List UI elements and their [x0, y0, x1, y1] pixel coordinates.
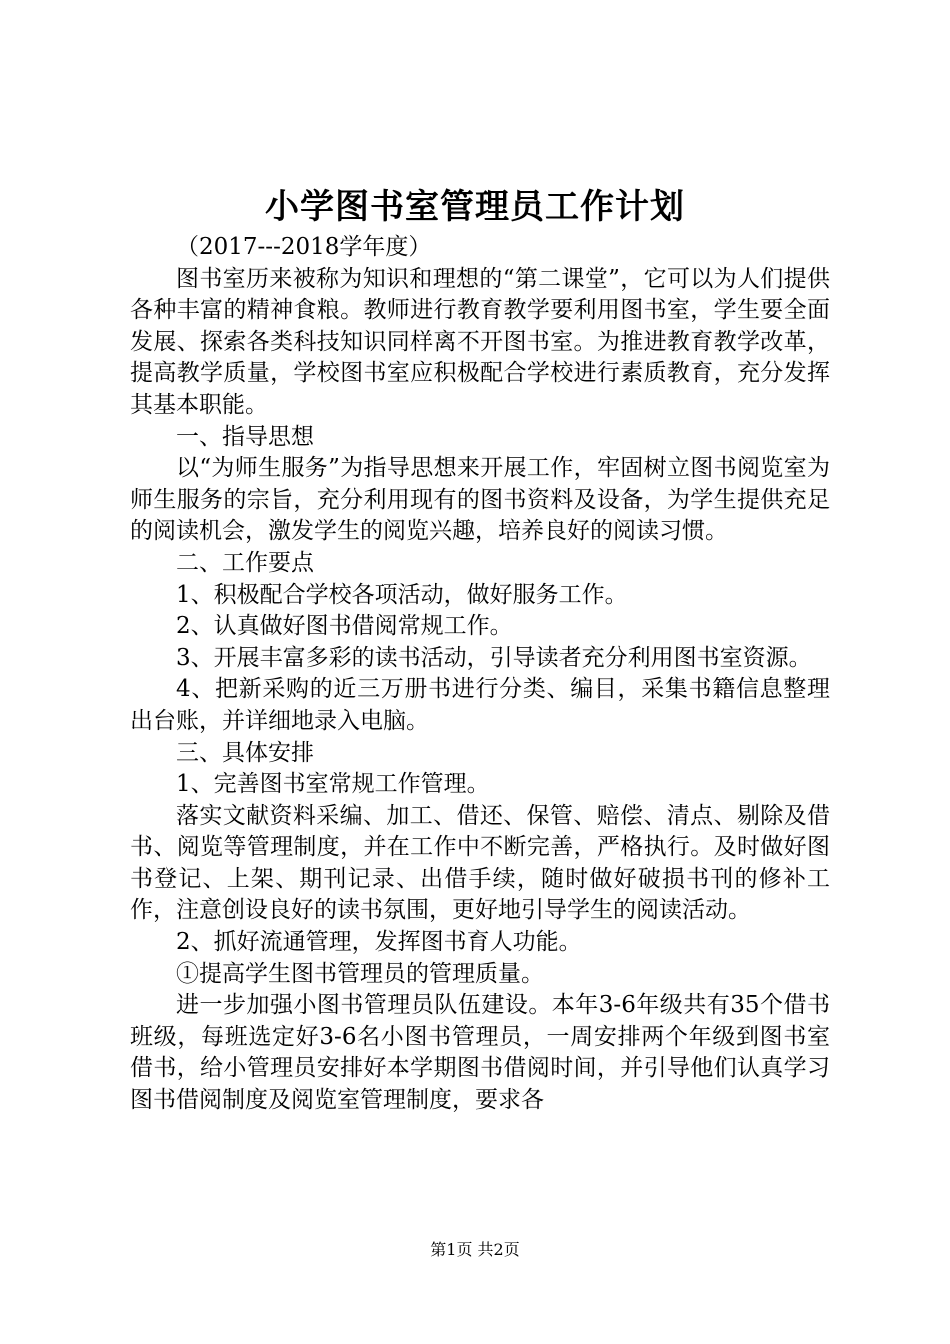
heading-work-points: 二、工作要点 [176, 549, 314, 576]
subheading-arrangement-2-1: ①提高学生图书管理员的管理质量。 [176, 960, 544, 987]
subheading-arrangement-1: 1、完善图书室常规工作管理。 [176, 771, 490, 798]
list-item-work-point-3: 3、开展丰富多彩的读书活动，引导读者充分利用图书室资源。 [176, 644, 812, 671]
subheading-arrangement-2: 2、抓好流通管理，发挥图书育人功能。 [176, 929, 582, 956]
list-item-work-point-1: 1、积极配合学校各项活动，做好服务工作。 [176, 581, 628, 608]
paragraph-arrangement-2-1: 进一步加强小图书管理员队伍建设。本年3-6年级共有35个借书班级，每班选定好3-6名小图书管理员，一周安排两个年级到图书室借书，给小管理员安排好本学期图书借阅时间，并引导他们认真学习图书借阅制度及阅览室管理制度，要求各 [130, 992, 830, 1114]
document-body [130, 232, 830, 1117]
document-title: 小学图书室管理员工作计划 [265, 187, 685, 227]
list-item-work-point-2: 2、认真做好图书借阅常规工作。 [176, 613, 513, 640]
paragraph-arrangement-1: 落实文献资料采编、加工、借还、保管、赔偿、清点、剔除及借书、阅览等管理制度，并在工作中不断完善，严格执行。及时做好图书登记、上架、期刊记录、出借手续，随时做好破损书刊的修补工作，注意创设良好的读书氛围，更好地引导学生的阅读活动。 [130, 802, 830, 924]
page-footer: 第1页 共2页 [430, 1240, 520, 1259]
paragraph-intro: 图书室历来被称为知识和理想的“第二课堂”，它可以为人们提供各种丰富的精神食粮。教师进行教育教学要利用图书室，学生要全面发展、探索各类科技知识同样离不开图书室。为推进教育教学改革，提高教学质量，学校图书室应积极配合学校进行素质教育，充分发挥其基本职能。 [130, 265, 830, 418]
paragraph-guiding-ideology: 以“为师生服务”为指导思想来开展工作，牢固树立图书阅览室为师生服务的宗旨，充分利用现有的图书资料及设备，为学生提供充足的阅读机会，激发学生的阅览兴趣，培养良好的阅读习惯。 [130, 455, 830, 545]
heading-specific-arrangements: 三、具体安排 [176, 739, 314, 766]
paragraph-school-year: （2017---2018学年度） [176, 234, 432, 260]
heading-guiding-ideology: 一、指导思想 [176, 423, 314, 450]
list-item-work-point-4: 4、把新采购的近三万册书进行分类、编目，采集书籍信息整理出台账，并详细地录入电脑。 [130, 676, 830, 734]
